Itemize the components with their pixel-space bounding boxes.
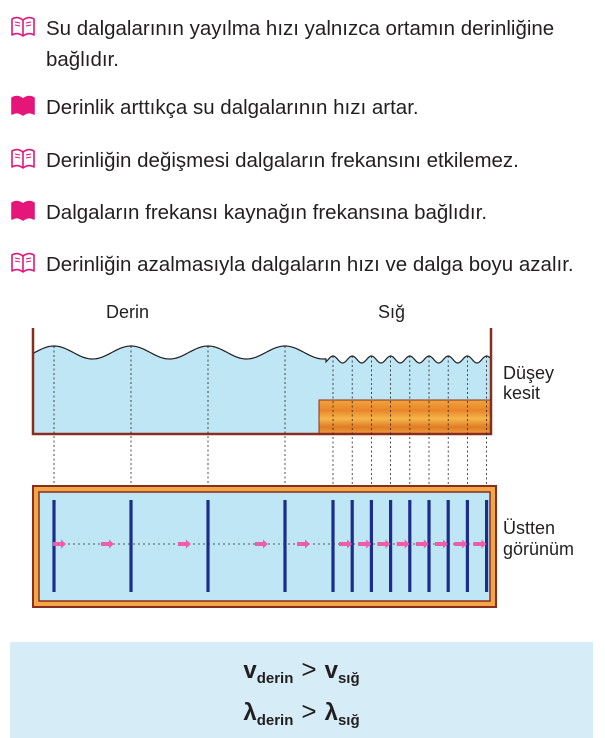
statement-text: Derinlik arttıkça su dalgalarının hızı artar. <box>46 96 419 119</box>
v-deep-symbol: v <box>243 657 257 684</box>
label-top-view-line2: görünüm <box>503 539 575 559</box>
v-shallow-symbol: v <box>324 657 338 684</box>
lambda-deep-subscript: derin <box>256 712 294 729</box>
label-deep: Derin <box>106 302 150 322</box>
wavelength-comparison <box>10 696 593 736</box>
v-deep-subscript: derin <box>256 670 294 687</box>
open-book-icon <box>10 16 36 38</box>
label-shallow: Sığ <box>378 302 406 322</box>
open-book-icon <box>10 148 36 170</box>
statement-2 <box>10 92 600 123</box>
label-side-view-line1: Düşey <box>503 363 555 383</box>
lambda-deep-symbol: λ <box>243 699 257 726</box>
label-side-view-line2: kesit <box>503 383 541 403</box>
velocity-comparison <box>10 654 593 694</box>
statement-text: Dalgaların frekansı kaynağın frekansına bağlıdır. <box>46 201 488 224</box>
v-shallow-subscript: sığ <box>337 670 360 687</box>
wave-diagram <box>0 296 605 626</box>
lambda-shallow-subscript: sığ <box>337 712 360 729</box>
statement-5 <box>10 249 600 280</box>
statement-4 <box>10 197 600 228</box>
statement-text: Derinliğin değişmesi dalgaların frekansını etkilemez. <box>46 149 519 172</box>
label-top-view-line1: Üstten <box>503 518 556 538</box>
greater-than-symbol: > <box>301 696 317 726</box>
statement-1 <box>10 13 600 75</box>
statement-text: Su dalgalarının yayılma hızı yalnızca ortamın derinliğine bağlıdır. <box>46 17 555 71</box>
open-book-icon <box>10 252 36 274</box>
lambda-shallow-symbol: λ <box>324 699 338 726</box>
statement-text: Derinliğin azalmasıyla dalgaların hızı ve dalga boyu azalır. <box>46 253 574 276</box>
statement-3 <box>10 145 600 176</box>
shallow-bottom-block <box>319 400 491 434</box>
closed-book-icon <box>10 200 36 222</box>
closed-book-icon <box>10 95 36 117</box>
greater-than-symbol: > <box>301 654 317 684</box>
formula-box <box>10 642 593 738</box>
